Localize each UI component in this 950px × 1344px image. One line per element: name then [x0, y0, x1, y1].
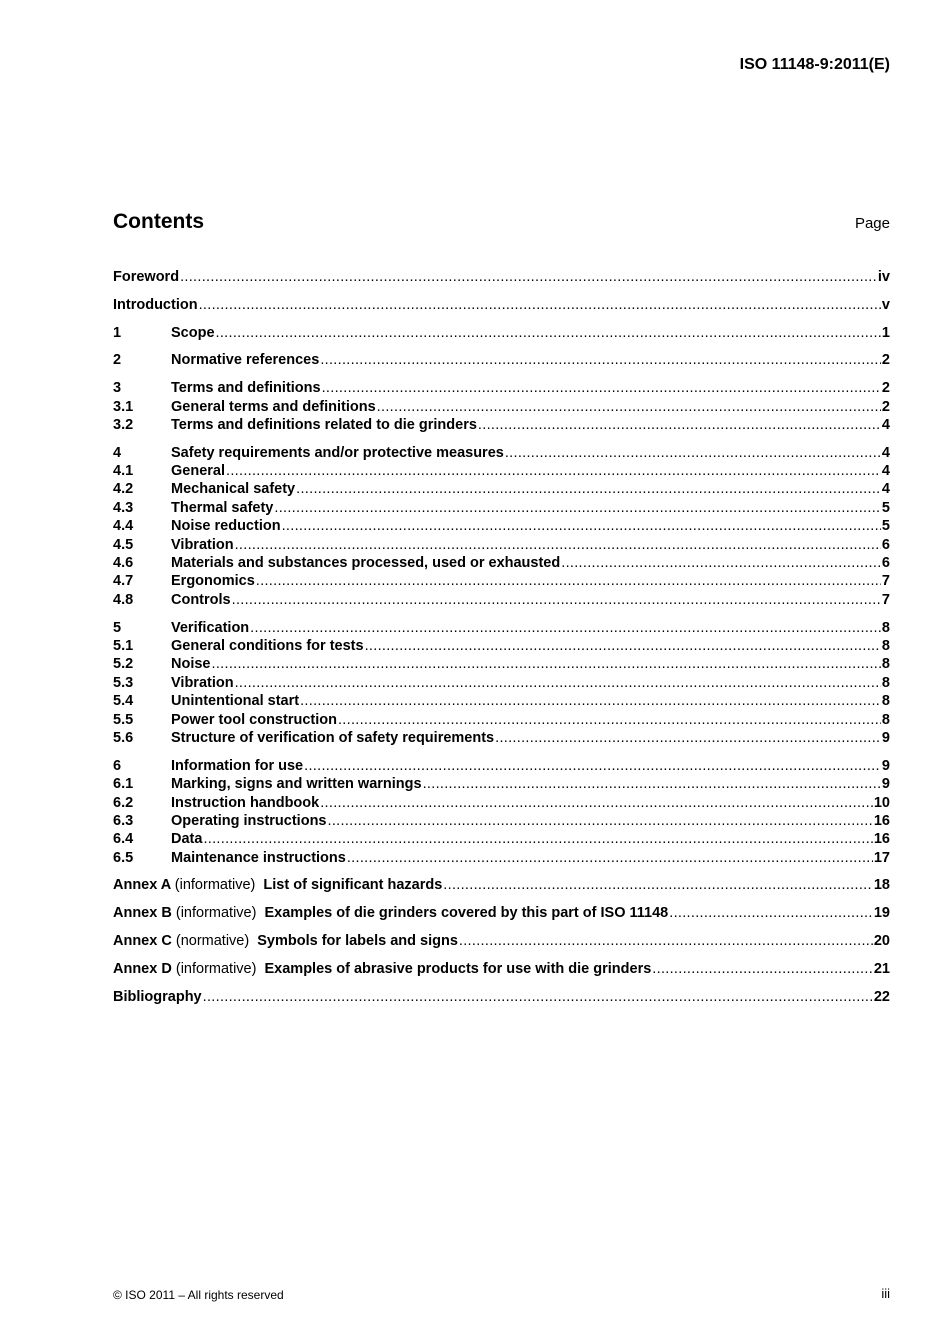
toc-entry[interactable] — [113, 674, 890, 692]
dot-leader — [365, 637, 881, 655]
toc-entry[interactable] — [113, 876, 890, 894]
toc-entry-title: Instruction handbook — [171, 794, 320, 811]
toc-entry-title — [113, 960, 651, 978]
toc-entry-title: Thermal safety — [171, 499, 274, 516]
toc-entry-title: Ergonomics — [171, 573, 255, 590]
dot-leader — [232, 591, 881, 609]
toc-entry[interactable] — [113, 572, 890, 590]
toc-entry-page: 4 — [881, 481, 890, 498]
toc-entry-number: 4.3 — [113, 499, 134, 516]
toc-entry-number: 4.8 — [113, 591, 134, 608]
toc-entry[interactable] — [113, 398, 890, 416]
toc-entry-number: 6.2 — [113, 794, 134, 811]
toc-entry-title: Vibration — [171, 536, 234, 553]
dot-leader — [203, 830, 872, 848]
toc-entry-title: General terms and definitions — [171, 398, 376, 415]
toc-entry-number: 5.2 — [113, 656, 134, 673]
toc-entry-title: Noise — [171, 656, 211, 673]
toc-entry-number: 2 — [113, 352, 122, 369]
toc-entry-page: 8 — [881, 693, 890, 710]
dot-leader — [250, 619, 881, 637]
annex-title: Examples of abrasive products for use with die grinders — [264, 960, 652, 977]
table-of-contents — [113, 268, 890, 1006]
dot-leader — [212, 655, 881, 673]
toc-entry[interactable] — [113, 554, 890, 572]
annex-type: (normative) — [175, 933, 250, 950]
toc-entry-page: 2 — [881, 398, 890, 415]
toc-entry-title: Marking, signs and written warnings — [171, 776, 422, 793]
toc-entry-number: 5 — [113, 619, 122, 636]
toc-entry-number: 6.1 — [113, 776, 134, 793]
toc-entry[interactable] — [113, 351, 890, 369]
toc-entry-number: 1 — [113, 324, 122, 341]
toc-entry-page: 4 — [881, 463, 890, 480]
toc-entry[interactable] — [113, 775, 890, 793]
toc-entry[interactable] — [113, 932, 890, 950]
toc-entry-number: 6.5 — [113, 849, 134, 866]
toc-entry[interactable] — [113, 268, 890, 286]
toc-entry-title: Bibliography — [113, 988, 202, 1005]
toc-entry[interactable] — [113, 692, 890, 710]
toc-entry[interactable] — [113, 444, 890, 462]
annex-label: Annex D — [113, 960, 172, 977]
dot-leader — [322, 379, 881, 397]
dot-leader — [669, 904, 873, 922]
toc-entry-title: Structure of verification of safety requirements — [171, 729, 495, 746]
toc-entry-page: 8 — [881, 656, 890, 673]
toc-entry-number: 4.5 — [113, 536, 134, 553]
dot-leader — [274, 499, 881, 517]
toc-entry-number: 4.1 — [113, 463, 134, 480]
toc-entry-title: Vibration — [171, 674, 234, 691]
toc-entry-page: 6 — [881, 555, 890, 572]
toc-entry-number: 4.7 — [113, 573, 134, 590]
document-header-standard-id: ISO 11148-9:2011(E) — [739, 56, 890, 73]
toc-entry-number: 3.2 — [113, 416, 134, 433]
dot-leader — [216, 324, 881, 342]
dot-leader — [296, 480, 881, 498]
toc-entry-title: Controls — [171, 591, 231, 608]
dot-leader — [256, 572, 881, 590]
toc-entry-title: Noise reduction — [171, 518, 281, 535]
annex-title: Examples of die grinders covered by this part of ISO 11148 — [264, 905, 669, 922]
toc-entry[interactable] — [113, 379, 890, 397]
toc-entry-number: 5.5 — [113, 711, 134, 728]
annex-title: Symbols for labels and signs — [257, 933, 458, 950]
toc-entry-title: General conditions for tests — [171, 637, 364, 654]
page-column-label: Page — [854, 215, 890, 232]
toc-entry-title: Materials and substances processed, used or exhausted — [171, 555, 561, 572]
toc-entry-page: 9 — [881, 776, 890, 793]
toc-entry-title: Normative references — [171, 352, 320, 369]
toc-entry-page: 8 — [881, 619, 890, 636]
toc-entry-page: 2 — [881, 352, 890, 369]
toc-entry-number: 6 — [113, 757, 122, 774]
toc-entry[interactable] — [113, 637, 890, 655]
dot-leader — [505, 444, 881, 462]
toc-entry-title: Power tool construction — [171, 711, 337, 728]
annex-label: Annex C — [113, 933, 172, 950]
toc-entry[interactable] — [113, 480, 890, 498]
dot-leader — [652, 960, 873, 978]
toc-entry[interactable] — [113, 729, 890, 747]
toc-entry[interactable] — [113, 830, 890, 848]
dot-leader — [328, 812, 873, 830]
toc-entry[interactable] — [113, 296, 890, 314]
toc-entry[interactable] — [113, 324, 890, 342]
toc-entry[interactable] — [113, 849, 890, 867]
toc-entry-number: 4.2 — [113, 481, 134, 498]
toc-entry-page: 10 — [873, 794, 890, 811]
toc-entry-title: Operating instructions — [171, 812, 327, 829]
toc-entry-title: Maintenance instructions — [171, 849, 346, 866]
dot-leader — [235, 674, 881, 692]
toc-entry-title: Scope — [171, 324, 215, 341]
dot-leader — [338, 711, 881, 729]
dot-leader — [199, 296, 881, 314]
toc-entry-page: 21 — [873, 960, 890, 977]
toc-entry-page: 7 — [881, 573, 890, 590]
toc-entry-title: Introduction — [113, 296, 198, 313]
toc-entry-title: Mechanical safety — [171, 481, 296, 498]
toc-entry[interactable] — [113, 988, 890, 1006]
toc-entry[interactable] — [113, 655, 890, 673]
toc-entry[interactable] — [113, 499, 890, 517]
dot-leader — [203, 988, 873, 1006]
toc-entry-title: Unintentional start — [171, 693, 300, 710]
toc-entry-number: 4 — [113, 444, 122, 461]
annex-title: List of significant hazards — [263, 877, 443, 894]
annex-type: (informative) — [175, 960, 257, 977]
toc-entry[interactable] — [113, 960, 890, 978]
toc-entry-title — [113, 932, 458, 950]
dot-leader — [300, 692, 881, 710]
toc-entry[interactable] — [113, 794, 890, 812]
toc-entry-page: 4 — [881, 444, 890, 461]
toc-entry-page: 5 — [881, 499, 890, 516]
dot-leader — [304, 757, 881, 775]
toc-entry-page: 8 — [881, 674, 890, 691]
toc-entry-title: Terms and definitions — [171, 380, 321, 397]
toc-entry-title: Terms and definitions related to die grinders — [171, 416, 477, 433]
dot-leader — [180, 268, 877, 286]
annex-type: (informative) — [175, 905, 257, 922]
dot-leader — [320, 794, 873, 812]
dot-leader — [320, 351, 881, 369]
dot-leader — [282, 517, 881, 535]
dot-leader — [347, 849, 873, 867]
toc-entry-page: 6 — [881, 536, 890, 553]
toc-entry-page: 4 — [881, 416, 890, 433]
toc-entry-number: 5.1 — [113, 637, 134, 654]
toc-entry-number: 6.4 — [113, 831, 134, 848]
toc-entry-page: 7 — [881, 591, 890, 608]
toc-entry[interactable] — [113, 904, 890, 922]
toc-entry-title: General — [171, 463, 225, 480]
toc-entry-title: Verification — [171, 619, 250, 636]
footer-page-number: iii — [881, 1286, 890, 1301]
annex-label: Annex B — [113, 905, 172, 922]
toc-entry[interactable] — [113, 757, 890, 775]
toc-entry-page: 8 — [881, 637, 890, 654]
toc-entry[interactable] — [113, 711, 890, 729]
toc-entry-page: 8 — [881, 711, 890, 728]
toc-entry-page: 18 — [873, 877, 890, 894]
toc-entry-number: 5.6 — [113, 729, 134, 746]
toc-entry-page: iv — [877, 269, 890, 285]
toc-entry[interactable] — [113, 416, 890, 434]
dot-leader — [495, 729, 881, 747]
dot-leader — [226, 462, 881, 480]
annex-label: Annex A — [113, 877, 171, 894]
dot-leader — [235, 536, 881, 554]
toc-entry-page: 1 — [881, 324, 890, 341]
dot-leader — [478, 416, 881, 434]
toc-entry-page: v — [881, 296, 890, 313]
toc-entry[interactable] — [113, 591, 890, 609]
dot-leader — [443, 876, 873, 894]
toc-entry-title: Data — [171, 831, 203, 848]
toc-entry-page: 2 — [881, 380, 890, 397]
toc-entry[interactable] — [113, 536, 890, 554]
toc-entry[interactable] — [113, 619, 890, 637]
toc-entry-number: 3.1 — [113, 398, 134, 415]
toc-entry[interactable] — [113, 812, 890, 830]
footer-copyright: © ISO 2011 – All rights reserved — [113, 1288, 284, 1302]
contents-heading: Contents — [113, 210, 204, 233]
toc-entry-number: 3 — [113, 380, 122, 397]
toc-entry-page: 9 — [881, 757, 890, 774]
toc-entry-page: 5 — [881, 518, 890, 535]
annex-type: (informative) — [174, 877, 256, 894]
toc-entry-page: 16 — [873, 831, 890, 848]
toc-entry[interactable] — [113, 517, 890, 535]
dot-leader — [423, 775, 881, 793]
dot-leader — [561, 554, 881, 572]
toc-entry-title — [113, 876, 442, 894]
toc-entry[interactable] — [113, 462, 890, 480]
toc-entry-page: 9 — [881, 729, 890, 746]
toc-entry-number: 5.3 — [113, 674, 134, 691]
toc-entry-page: 16 — [873, 812, 890, 829]
toc-entry-title — [113, 904, 668, 922]
toc-entry-number: 6.3 — [113, 812, 134, 829]
toc-entry-page: 17 — [873, 849, 890, 866]
dot-leader — [459, 932, 873, 950]
toc-entry-number: 4.6 — [113, 555, 134, 572]
toc-entry-page: 20 — [873, 933, 890, 950]
toc-entry-title: Information for use — [171, 757, 304, 774]
toc-entry-title: Foreword — [113, 269, 180, 285]
dot-leader — [377, 398, 881, 416]
toc-entry-page: 19 — [873, 905, 890, 922]
toc-entry-number: 5.4 — [113, 693, 134, 710]
toc-entry-page: 22 — [873, 988, 890, 1005]
toc-entry-title: Safety requirements and/or protective measures — [171, 444, 504, 461]
toc-entry-number: 4.4 — [113, 518, 134, 535]
